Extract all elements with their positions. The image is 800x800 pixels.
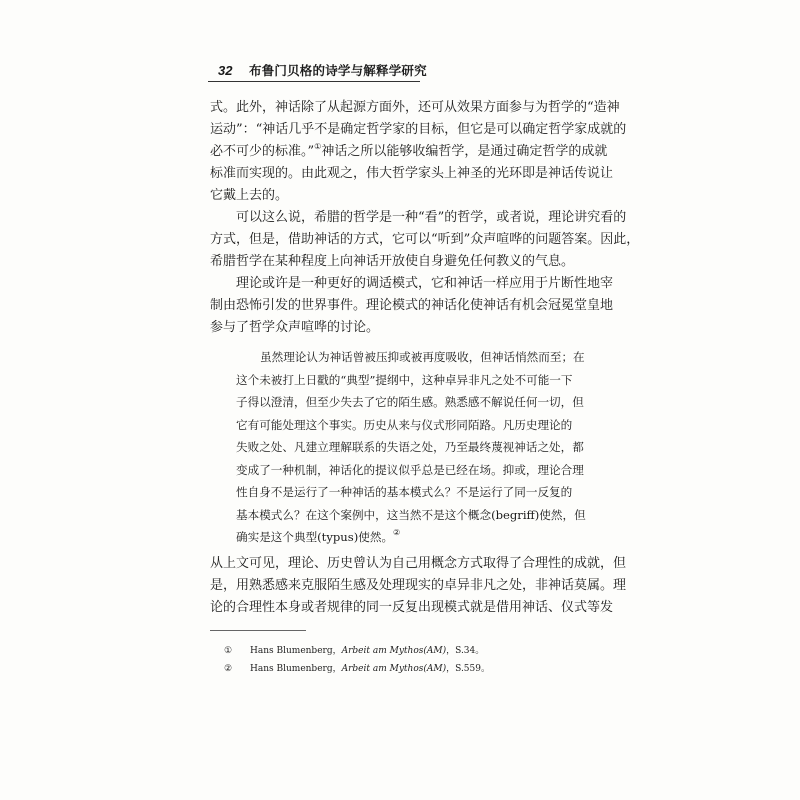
text-line: 理论或许是一种更好的调适模式，它和神话一样应用于片断性地宰: [236, 276, 614, 291]
continuation-text: [210, 553, 627, 619]
footnote-rule: [210, 630, 306, 631]
footnote-ref[interactable]: ②: [393, 528, 401, 537]
text-line: 是，用熟悉感来克服陌生感及处理现实的卓异非凡之处，非神话莫属。理: [210, 578, 627, 593]
footnote-mark: ①: [224, 646, 233, 656]
text-line: 论的合理性本身或者规律的同一反复出现模式就是借用神话、仪式等发: [210, 600, 614, 615]
text-line: 可以这么说，希腊的哲学是一种“看”的哲学，或者说，理论讲究看的: [236, 210, 627, 225]
running-title: 布鲁门贝格的诗学与解释学研究: [249, 63, 427, 78]
page-number: 32: [218, 63, 233, 78]
text-line: 从上文可见，理论、历史曾认为自己用概念方式取得了合理性的成就，但: [210, 556, 627, 571]
running-header: [208, 62, 427, 84]
main-text: [210, 97, 640, 339]
footnote: ① Hans Blumenberg，Arbeit am Mythos(AM)，S.34。: [224, 642, 490, 660]
text-line: 式。此外，神话除了从起源方面外，还可从效果方面参与为哲学的“造神: [210, 100, 620, 115]
text-line: 必不可少的标准。”①神话之所以能够收编哲学，是通过确定哲学的成就: [210, 142, 608, 159]
text-line: 运动”：“神话几乎不是确定哲学家的目标，但它是可以确定哲学家成就的: [210, 122, 627, 137]
quote-line: 确实是这个典型(typus)使然。②: [236, 528, 401, 544]
quote-line: 性自身不是运行了一种神话的基本模式么？不是运行了同一反复的: [236, 485, 573, 499]
work-title: Arbeit am Mythos(AM): [341, 664, 447, 674]
footnote-ref[interactable]: ①: [314, 142, 322, 151]
footnotes: [224, 642, 490, 678]
text-line: 标准而实现的。由此观之，伟大哲学家头上神圣的光环即是神话传说让: [210, 166, 614, 181]
work-title: Arbeit am Mythos(AM): [341, 646, 447, 656]
block-quote: [236, 346, 596, 549]
quote-line: 失败之处、凡建立理解联系的失语之处，乃至最终蔑视神话之处，都: [236, 440, 584, 454]
footnote: ② Hans Blumenberg，Arbeit am Mythos(AM)，S.559。: [224, 660, 490, 678]
text-line: 希腊哲学在某种程度上向神话开放使自身避免任何教义的气息。: [210, 254, 575, 269]
quote-line: 它有可能处理这个事实。历史从来与仪式形同陌路。凡历史理论的: [236, 417, 573, 432]
quote-line: 变成了一种机制，神话化的提议似乎总是已经在场。抑或，理论合理: [236, 462, 584, 477]
quote-line: 基本模式么？在这个案例中，这当然不是这个概念(begriff)使然，但: [236, 507, 586, 522]
text-line: 方式，但是，借助神话的方式，它可以“听到”众声喧哗的问题答案。因此，: [210, 232, 640, 247]
text-line: 它戴上去的。: [210, 188, 289, 203]
quote-line: 子得以澄清，但至少失去了它的陌生感。熟悉感不解说任何一切，但: [236, 395, 584, 409]
header-rule: [208, 81, 420, 82]
text-line: 参与了哲学众声喧哗的讨论。: [210, 320, 380, 335]
text-line: 制由恐怖引发的世界事件。理论模式的神话化使神话有机会冠冕堂皇地: [210, 298, 614, 313]
footnote-mark: ②: [224, 664, 233, 674]
quote-line: 虽然理论认为神话曾被压抑或被再度吸收，但神话悄然而至；在: [260, 350, 585, 364]
quote-line: 这个未被打上日戳的“典型”提纲中，这种卓异非凡之处不可能一下: [236, 372, 573, 387]
